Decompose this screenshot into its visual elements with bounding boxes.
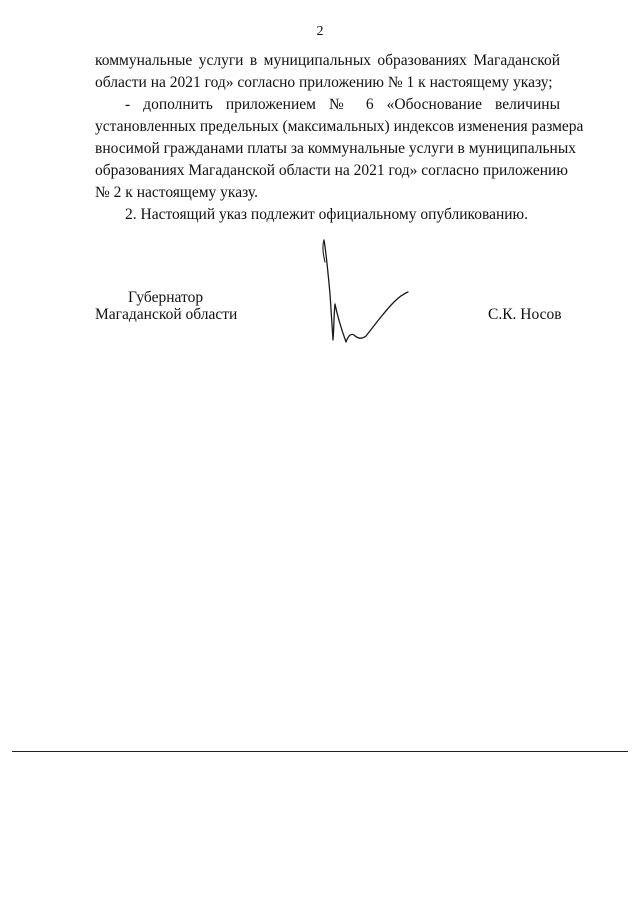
body-line-4: установленных предельных (максимальных) индексов изменения размера xyxy=(95,118,584,135)
body-line-2: области на 2021 год» согласно приложению № 1 к настоящему указу; xyxy=(95,74,553,91)
body-line-6: образованиях Магаданской области на 2021 год» согласно приложению xyxy=(95,162,568,179)
body-line-5: вносимой гражданами платы за коммунальные услуги в муниципальных xyxy=(95,140,577,157)
document-body xyxy=(95,50,584,226)
body-line-7: № 2 к настоящему указу. xyxy=(95,184,258,201)
signatory-title-line-1: Губернатор xyxy=(128,289,204,306)
body-line-1: коммунальные услуги в муниципальных образованиях Магаданской xyxy=(95,52,560,69)
body-line-3: - дополнить приложением № 6 «Обоснование величины xyxy=(125,96,560,113)
signatory-title xyxy=(95,289,237,323)
handwritten-signature xyxy=(300,232,430,352)
page-number: 2 xyxy=(316,24,324,39)
footer-divider xyxy=(12,751,628,752)
signatory-name: С.К. Носов xyxy=(488,306,562,323)
body-line-8: 2. Настоящий указ подлежит официальному опубликованию. xyxy=(125,206,529,223)
signatory-title-line-2: Магаданской области xyxy=(95,306,238,323)
